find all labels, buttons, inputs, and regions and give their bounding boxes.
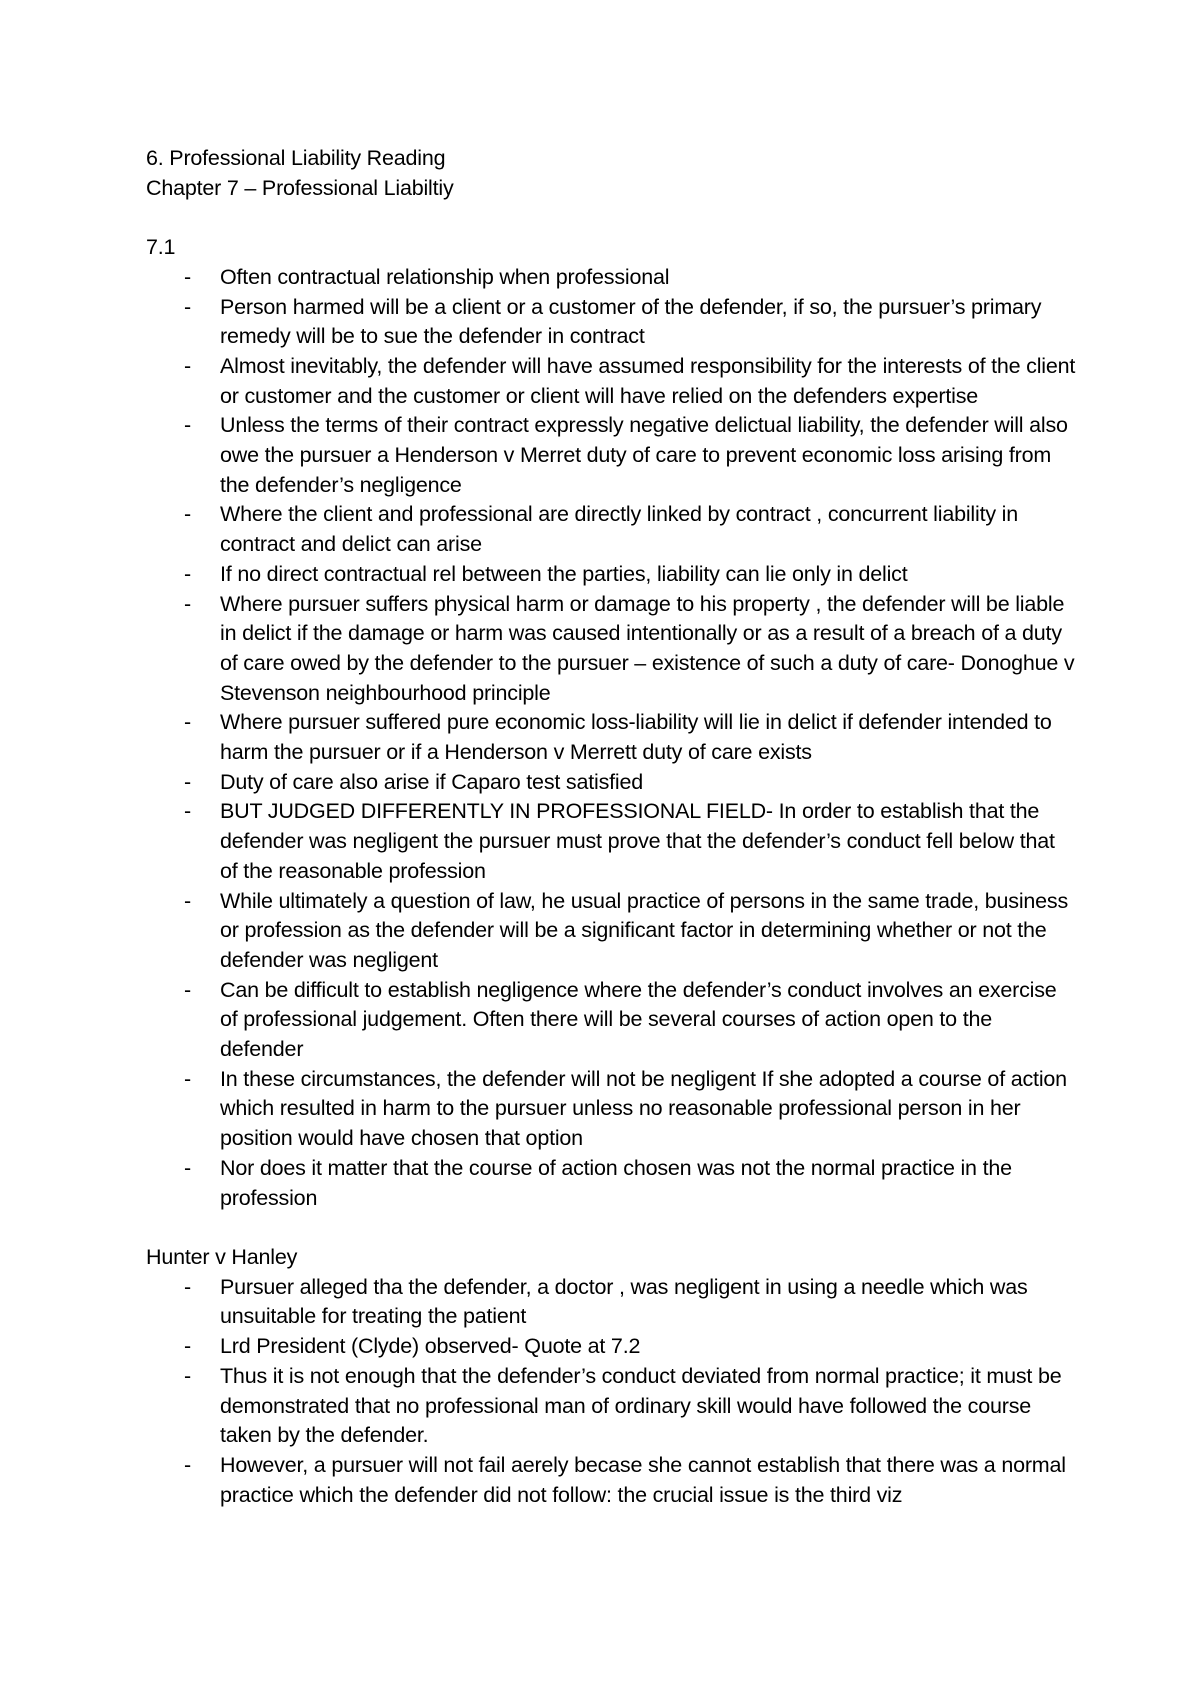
list-item: [146, 1154, 1076, 1213]
bullet-dash: -: [184, 561, 191, 586]
list-item: [146, 768, 1076, 798]
list-item-text: While ultimately a question of law, he usual practice of persons in the same trade, business or profession as the defender will be a significant factor in determining whether or not the defender was negligent: [220, 888, 1069, 972]
list-item-text: Thus it is not enough that the defender’s conduct deviated from normal practice; it must be demonstrated that no professional man of ordinary skill would have followed the course taken by the defender.: [220, 1363, 1062, 1448]
list-item-text: Almost inevitably, the defender will have assumed responsibility for the interests of the client or customer and the customer or client will have relied on the defenders expertise: [220, 353, 1076, 408]
list-item-text: Lrd President (Clyde) observed- Quote at 7.2: [220, 1334, 641, 1359]
list-item-text: Often contractual relationship when professional: [220, 264, 670, 289]
case-heading-hunter-v-hanley: Hunter v Hanley: [146, 1244, 298, 1269]
list-item: [146, 352, 1076, 411]
list-item: [146, 263, 1076, 293]
list-item-text: Unless the terms of their contract expressly negative delictual liability, the defender will also owe the pursuer a Henderson v Merret duty of care to prevent economic loss arising from the defender’s negligence: [220, 413, 1068, 497]
list-item: [146, 293, 1076, 352]
list-item: [146, 1332, 1076, 1362]
list-item: [146, 887, 1076, 976]
list-item: [146, 708, 1076, 767]
bullet-dash: -: [184, 1155, 191, 1180]
list-item: [146, 1451, 1076, 1510]
list-item-text: Person harmed will be a client or a customer of the defender, if so, the pursuer’s primary remedy will be to sue the defender in contract: [220, 294, 1042, 349]
bullet-dash: -: [184, 710, 191, 735]
list-item: [146, 500, 1076, 559]
bullet-dash: -: [184, 1363, 191, 1388]
list-item: [146, 797, 1076, 886]
bullet-dash: -: [184, 264, 191, 289]
bullet-dash: -: [184, 1066, 191, 1091]
document-page: [146, 144, 1076, 1510]
bullet-list-7-1: [146, 263, 1076, 1214]
bullet-dash: -: [184, 977, 191, 1002]
list-item-text: Duty of care also arise if Caparo test satisfied: [220, 769, 643, 794]
document-title: 6. Professional Liability Reading: [146, 146, 446, 170]
bullet-dash: -: [184, 1452, 191, 1477]
spacer: [146, 203, 1076, 233]
list-item-text: Where pursuer suffers physical harm or damage to his property , the defender will be liable in delict if the damage or harm was caused intentionally or as a result of a breach of a duty of care owed by the defender to the pursuer – existence of such a duty of care- Donoghue v Stevenson neighbourhood principle: [220, 591, 1075, 705]
list-item: [146, 1273, 1076, 1332]
list-item-text: Can be difficult to establish negligence where the defender’s conduct involves an exercise of professional judgement. Often there will be several courses of action open to the defender: [220, 977, 1057, 1062]
list-item-text: In these circumstances, the defender will not be negligent If she adopted a course of action which resulted in harm to the pursuer unless no reasonable professional person in her position would have chosen that option: [220, 1066, 1067, 1151]
bullet-dash: -: [184, 1274, 191, 1299]
list-item-text: However, a pursuer will not fail aerely becase she cannot establish that there was a normal practice which the defender did not follow: the crucial issue is the third viz: [220, 1452, 1066, 1507]
spacer: [146, 1213, 1076, 1243]
bullet-dash: -: [184, 769, 191, 794]
bullet-dash: -: [184, 413, 191, 438]
list-item-text: Nor does it matter that the course of action chosen was not the normal practice in the profession: [220, 1155, 1012, 1210]
bullet-dash: -: [184, 591, 191, 616]
chapter-heading: Chapter 7 – Professional Liabiltiy: [146, 175, 454, 200]
bullet-dash: -: [184, 502, 191, 527]
bullet-dash: -: [184, 294, 191, 319]
bullet-dash: -: [184, 1334, 191, 1359]
list-item-text: Where pursuer suffered pure economic loss-liability will lie in delict if defender intended to harm the pursuer or if a Henderson v Merrett duty of care exists: [220, 710, 1052, 765]
list-item-text: Pursuer alleged tha the defender, a doctor , was negligent in using a needle which was unsuitable for treating the patient: [220, 1274, 1028, 1329]
list-item: [146, 976, 1076, 1065]
bullet-list-hunter-v-hanley: [146, 1273, 1076, 1511]
list-item: [146, 560, 1076, 590]
bullet-dash: -: [184, 353, 191, 378]
list-item: [146, 411, 1076, 500]
list-item: [146, 1362, 1076, 1451]
bullet-dash: -: [184, 888, 191, 913]
bullet-dash: -: [184, 799, 191, 824]
list-item-text: If no direct contractual rel between the parties, liability can lie only in delict: [220, 561, 908, 586]
section-heading-7-1: 7.1: [146, 235, 176, 260]
list-item-text: Where the client and professional are directly linked by contract , concurrent liability in contract and delict can arise: [220, 502, 1019, 557]
list-item: [146, 590, 1076, 709]
list-item: [146, 1065, 1076, 1154]
list-item-text: BUT JUDGED DIFFERENTLY IN PROFESSIONAL FIELD- In order to establish that the defender was negligent the pursuer must prove that the defender’s conduct fell below that of the reasonable profession: [220, 799, 1055, 883]
